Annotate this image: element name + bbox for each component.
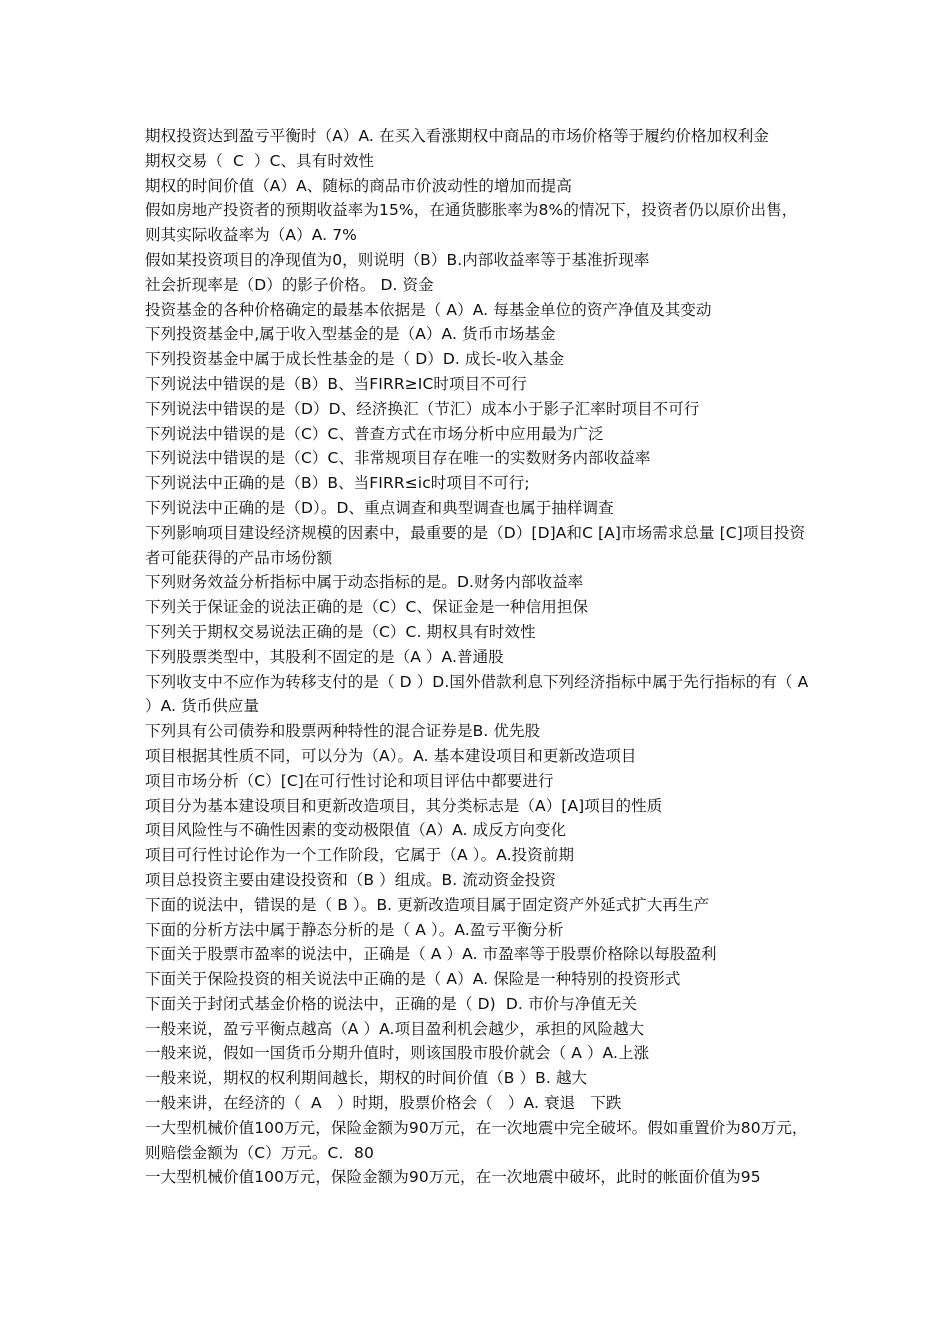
text-line: 下面关于保险投资的相关说法中正确的是（ A）A. 保险是一种特别的投资形式 [145,970,681,989]
text-line: 下列说法中错误的是（C）C、非常规项目存在唯一的实数财务内部收益率 [145,449,651,468]
text-line: 一般来讲，在经济的（ A ）时期，股票价格会（ ）A. 衰退 下跌 [145,1094,622,1113]
text-line: 下列收支中不应作为转移支付的是（ D ）D.国外借款利息下列经济指标中属于先行指标的有（ A ）A. 货币供应量 [145,672,814,716]
text-line: 下列说法中错误的是（B）B、当FIRR≥IC时项目不可行 [145,374,527,393]
text-line: 下列说法中正确的是（D）。D、重点调查和典型调查也属于抽样调查 [145,498,614,517]
text-line: 下列说法中错误的是（C）C、普查方式在市场分析中应用最为广泛 [145,424,604,443]
text-line: 下列股票类型中，其股利不固定的是（A ）A.普通股 [145,647,504,666]
text-line: 期权投资达到盈亏平衡时（A）A. 在买入看涨期权中商品的市场价格等于履约价格加权利金 [145,127,769,145]
text-line: 一般来说，盈亏平衡点越高（A ）A.项目盈利机会越少，承担的风险越大 [145,1019,645,1038]
text-line: 项目分为基本建设项目和更新改造项目，其分类标志是（A）[A]项目的性质 [145,796,663,815]
text-line: 一大型机械价值100万元，保险金额为90万元，在一次地震中破坏，此时的帐面价值为95 [145,1168,761,1187]
text-line: 期权交易（ C ）C、具有时效性 [145,151,375,170]
text-line: 下列影响项目建设经济规模的因素中，最重要的是（D）[D]A和C [A]市场需求总量 [C]项目投资者可能获得的产品市场份额 [145,523,806,567]
text-line: 下列具有公司债券和股票两种特性的混合证券是B. 优先股 [145,722,541,741]
text-line: 一般来说，期权的权利期间越长，期权的时间价值（B ）B. 越大 [145,1069,588,1088]
text-line: 项目根据其性质不同，可以分为（A）。A. 基本建设项目和更新改造项目 [145,746,637,765]
text-line: 下列说法中正确的是（B）B、当FIRR≤ic时项目不可行; [145,474,530,493]
text-line: 下列投资基金中,属于收入型基金的是（A）A. 货币市场基金 [145,325,556,344]
text-line: 下列关于保证金的说法正确的是（C）C、保证金是一种信用担保 [145,598,589,617]
text-line: 社会折现率是（D）的影子价格。 D. 资金 [145,275,434,294]
text-line: 下面的说法中，错误的是（ B ）。B. 更新改造项目属于固定资产外延式扩大再生产 [145,895,710,914]
text-line: 期权的时间价值（A）A、随标的商品市价波动性的增加而提高 [145,176,573,195]
text-line: 假如某投资项目的净现值为0，则说明（B）B.内部收益率等于基准折现率 [145,250,650,269]
text-line: 一般来说，假如一国货币分期升值时，则该国股市股价就会（ A ）A.上涨 [145,1044,650,1063]
text-line: 下面关于封闭式基金价格的说法中，正确的是（ D) D. 市价与净值无关 [145,994,638,1013]
text-line: 下列说法中错误的是（D）D、经济换汇（节汇）成本小于影子汇率时项目不可行 [145,399,700,418]
text-line: 项目总投资主要由建设投资和（B ）组成。B. 流动资金投资 [145,870,556,889]
text-line: 下面关于股票市盈率的说法中，正确是（ A ）A. 市盈率等于股票价格除以每股盈利 [145,945,717,964]
text-line: 项目可行性讨论作为一个工作阶段，它属于（A ）。A.投资前期 [145,846,575,865]
text-line: 下列关于期权交易说法正确的是（C）C. 期权具有时效性 [145,622,536,641]
text-line: 下列财务效益分析指标中属于动态指标的是。D.财务内部收益率 [145,573,584,592]
text-line: 下列投资基金中属于成长性基金的是（ D）D. 成长-收入基金 [145,350,565,369]
text-line: 下面的分析方法中属于静态分析的是（ A ）。A.盈亏平衡分析 [145,920,564,939]
text-line: 投资基金的各种价格确定的最基本依据是（ A）A. 每基金单位的资产净值及其变动 [145,300,712,319]
text-line: 一大型机械价值100万元，保险金额为90万元，在一次地震中完全破坏。假如重置价为80万元，则赔偿金额为（C）万元。C．80 [145,1118,808,1162]
text-line: 假如房地产投资者的预期收益率为15%，在通货膨胀率为8%的情况下，投资者仍以原价出售，则其实际收益率为（A）A. 7% [145,201,798,245]
text-line: 项目风险性与不确性因素的变动极限值（A）A. 成反方向变化 [145,821,567,840]
text-line: 项目市场分析（C）[C]在可行性讨论和项目评估中都要进行 [145,771,554,790]
document-body [145,124,814,1190]
